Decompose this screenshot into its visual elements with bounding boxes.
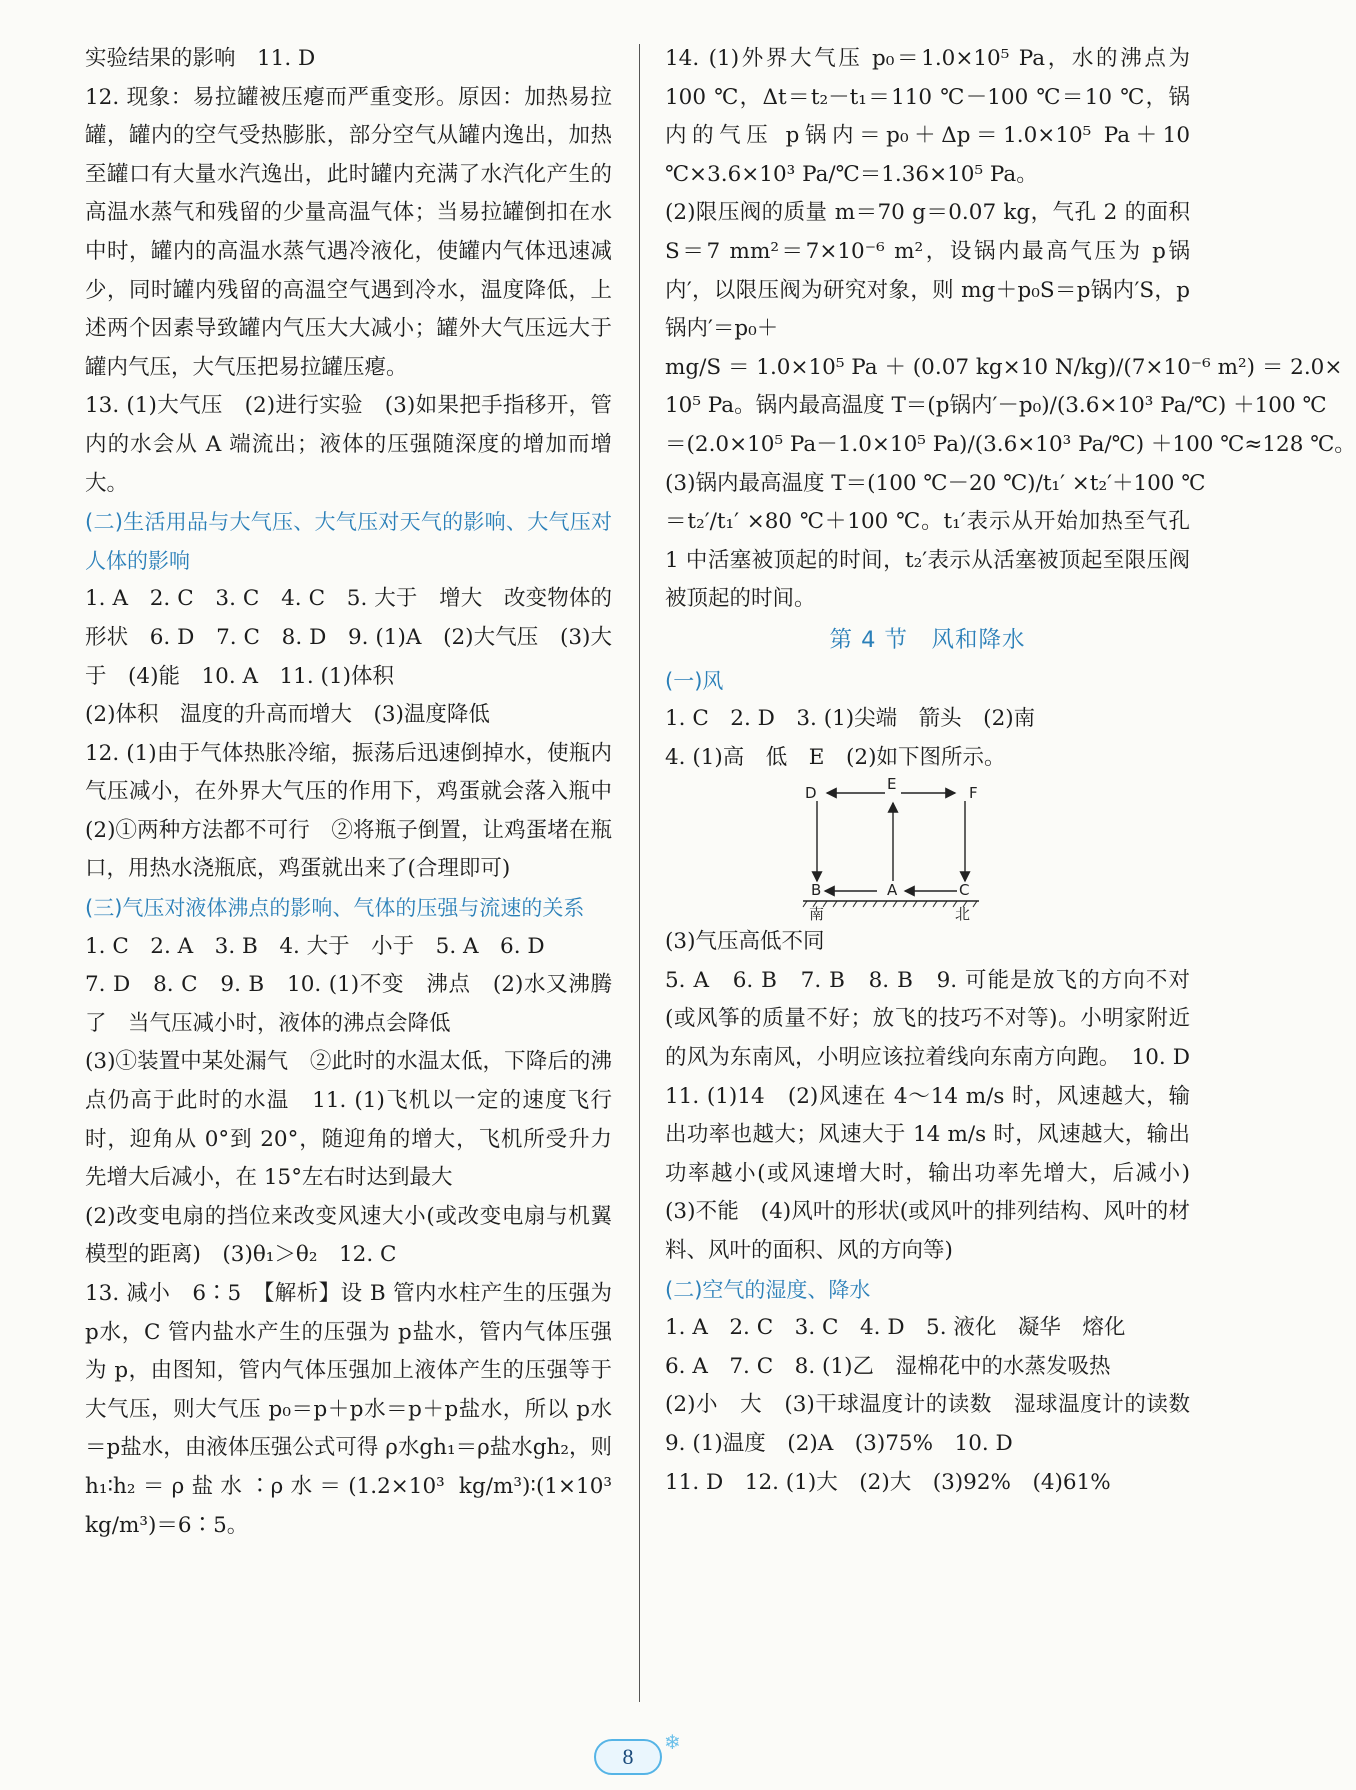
answer-paragraph: (2)限压阀的质量 m＝70 g＝0.07 kg，气孔 2 的面积 S＝7 mm²＝7×10⁻⁶ m²，设锅内最高气压为 p锅内′，以限压阀为研究对象，则 mg＋p₀S＝p锅内′S，p锅内′＝p₀＋ (665, 200, 1190, 342)
ground-hatch (803, 901, 977, 907)
answer-paragraph: 5. A 6. B 7. B 8. B 9. 可能是放飞的方向不对(或风筝的质量不好；放飞的技巧不对等)。小明家附近的风为东南风，小明应该拉着线向东南方向跑。 10. D 11. (1)14 (2)风速在 4～14 m/s 时，风速越大，输出功率也越大；风速大于 14 m/s 时，风速越大，输出功率越小(或风速增大时，输出功率先增大，后减小) (3)不能 (4)风叶的形状(或风叶的排列结构、风叶的材料、风叶的面积、风的方向等) (665, 967, 1212, 1264)
answer-paragraph: 14. (1)外界大气压 p₀＝1.0×10⁵ Pa，水的沸点为 100 ℃，Δt＝t₂－t₁＝110 ℃－100 ℃＝10 ℃，锅内的气压 p锅内＝p₀＋Δp＝1.0×10⁵ Pa＋10 ℃×3.6×10³ Pa/℃＝1.36×10⁵ Pa。 (665, 46, 1190, 187)
label-e: E (887, 775, 897, 794)
equation-line: mg/S ＝ 1.0×10⁵ Pa ＋ (0.07 kg×10 N/kg)/(7×10⁻⁶ m²) ＝ 2.0× (665, 354, 1343, 380)
answer-paragraph: 12. 现象：易拉罐被压瘪而严重变形。原因：加热易拉罐，罐内的空气受热膨胀，部分空气从罐内逸出，加热至罐口有大量水汽逸出，此时罐内充满了水汽化产生的高温水蒸气和残留的少量高温气体；当易拉罐倒扣在水中时，罐内的高温水蒸气遇冷液化，使罐内气体迅速减少，同时罐内残留的高温空气遇到冷水，温度降低，上述两个因素导致罐内气压大大减小；罐外大气压远大于罐内气压，大气压把易拉罐压瘪。 (85, 84, 612, 380)
section-heading: (一)风 (665, 668, 724, 693)
section-heading: (二)生活用品与大气压、大气压对天气的影响、大气压对人体的影响 (85, 510, 612, 573)
answer-paragraph: (2)体积 温度的升高而增大 (3)温度降低 (85, 702, 490, 728)
label-c: C (959, 881, 970, 900)
answer-paragraph: (3)①装置中某处漏气 ②此时的水温太低，下降后的沸点仍高于此时的水温 11. (1)飞机以一定的速度飞行时，迎角从 0°到 20°，随迎角的增大，飞机所受升力先增大后减小，在 15°左右时达到最大 (85, 1049, 612, 1191)
answer-paragraph: (2)改变电扇的挡位来改变风速大小(或改变电扇与机翼模型的距离) (3)θ₁＞θ₂ 12. C (85, 1203, 612, 1268)
section-title: 第 4 节 风和降水 (829, 626, 1026, 653)
section-heading: (二)空气的湿度、降水 (665, 1277, 871, 1302)
answer-paragraph: 7. D 8. C 9. B 10. (1)不变 沸点 (2)水又沸腾了 当气压减小时，液体的沸点会降低 (85, 972, 612, 1036)
answer-paragraph: 1. C 2. A 3. B 4. 大于 小于 5. A 6. D (85, 933, 545, 959)
label-north: 北 (955, 905, 971, 924)
left-column (85, 40, 634, 1545)
section-heading: (三)气压对液体沸点的影响、气体的压强与流速的关系 (85, 896, 585, 921)
equation-line: 10⁵ Pa。锅内最高温度 T＝(p锅内′－p₀)/(3.6×10³ Pa/℃) ＋100 ℃ (665, 393, 1327, 419)
right-column (665, 40, 1356, 1502)
answer-paragraph: 4. (1)高 低 E (2)如下图所示。 (665, 744, 1006, 770)
answer-paragraph: 13. 减小 6∶5 【解析】设 B 管内水柱产生的压强为 p水，C 管内盐水产生的压强为 p盐水，管内气体压强为 p，由图知，管内气体压强加上液体产生的压强等于大气压，则大气压 p₀＝p＋p水＝p＋p盐水，所以 p水＝p盐水，由液体压强公式可得 ρ水gh₁＝ρ盐水gh₂，则 h₁∶h₂＝ρ盐水∶ρ水＝(1.2×10³ kg/m³)∶(1×10³ kg/m³)＝6∶5。 (85, 1281, 612, 1538)
equation-line: ＝(2.0×10⁵ Pa－1.0×10⁵ Pa)/(3.6×10³ Pa/℃) ＋100 ℃≈128 ℃。 (665, 431, 1356, 457)
label-south: 南 (809, 905, 825, 924)
answer-paragraph: (2)小 大 (3)干球温度计的读数 湿球温度计的读数 9. (1)温度 (2)A (3)75% 10. D (665, 1392, 1212, 1456)
label-b: B (811, 881, 822, 900)
answer-paragraph: ＝t₂′/t₁′ ×80 ℃＋100 ℃。t₁′表示从开始加热至气孔 1 中活塞被顶起的时间，t₂′表示从活塞被顶起至限压阀被顶起的时间。 (665, 509, 1190, 612)
answer-paragraph: 1. C 2. D 3. (1)尖端 箭头 (2)南 (665, 706, 1036, 732)
equation-line: (3)锅内最高温度 T＝(100 ℃－20 ℃)/t₁′ ×t₂′＋100 ℃ (665, 470, 1206, 496)
answer-paragraph: 11. D 12. (1)大 (2)大 (3)92% (4)61% (665, 1469, 1111, 1495)
answer-paragraph: (3)气压高低不同 (665, 929, 825, 955)
answer-paragraph: 1. A 2. C 3. C 4. C 5. 大于 增大 改变物体的形状 6. D 7. C 8. D 9. (1)A (2)大气压 (3)大于 (4)能 10. A 11. (1)体积 (85, 586, 612, 689)
label-f: F (969, 784, 978, 803)
answer-paragraph: 12. (1)由于气体热胀冷缩，振荡后迅速倒掉水，使瓶内气压减小，在外界大气压的作用下，鸡蛋就会落入瓶中 (2)①两种方法都不可行 ②将瓶子倒置，让鸡蛋堵在瓶口，用热水浇瓶底，鸡蛋就出来了(合理即可) (85, 740, 634, 882)
label-a: A (887, 881, 898, 900)
answer-paragraph: 6. A 7. C 8. (1)乙 湿棉花中的水蒸发吸热 (665, 1353, 1111, 1379)
answer-paragraph: 13. (1)大气压 (2)进行实验 (3)如果把手指移开，管内的水会从 A 端流出；液体的压强随深度的增加而增大。 (85, 393, 612, 496)
column-divider (639, 44, 640, 1702)
page-number: 8 (594, 1739, 662, 1775)
answer-paragraph: 实验结果的影响 11. D (85, 46, 316, 71)
snowflake-icon: ❄ (664, 1730, 681, 1754)
answer-paragraph: 1. A 2. C 3. C 4. D 5. 液化 凝华 熔化 (665, 1315, 1126, 1341)
label-d: D (805, 784, 817, 803)
wind-circulation-diagram (795, 775, 985, 924)
